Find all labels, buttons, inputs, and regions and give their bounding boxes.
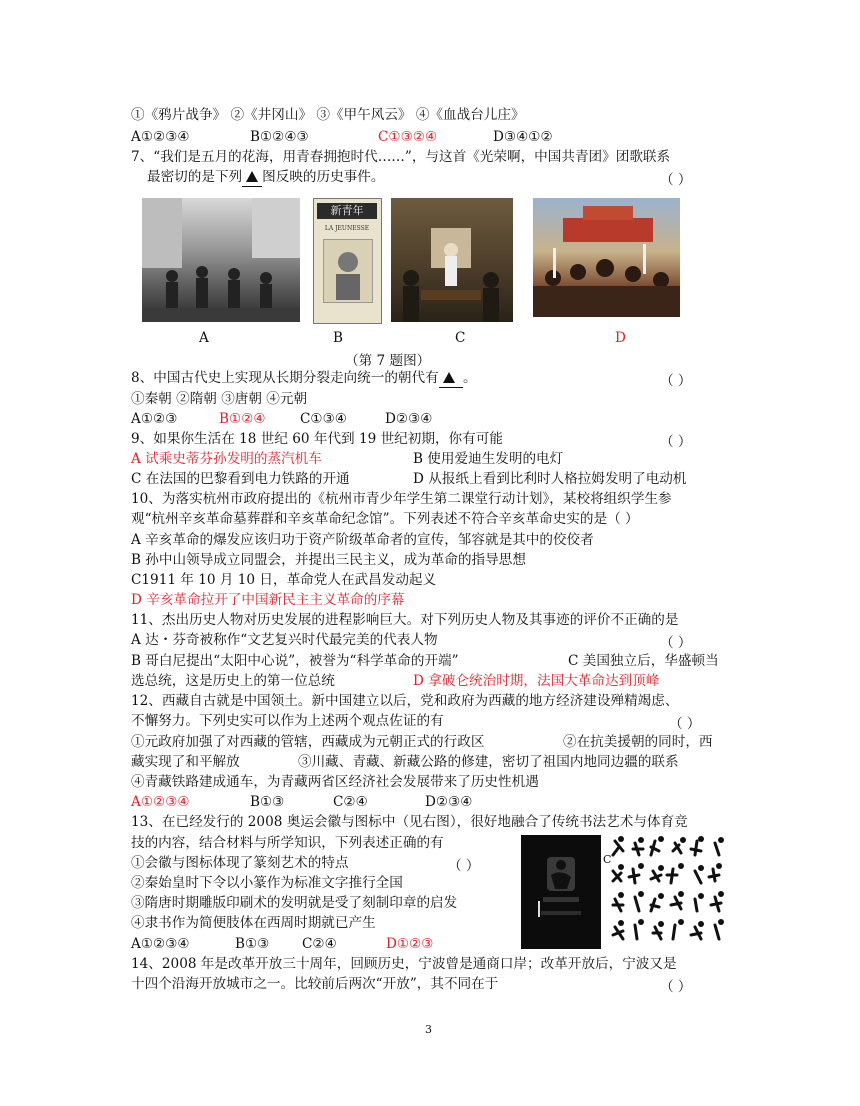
caption-a: A [199,330,209,346]
triangle-icon [443,372,455,383]
item-4: ④青藏铁路建成通车，为青藏两省区经济社会发展带来了历史性机遇 [131,774,539,790]
option-b: B 孙中山领导成立同盟会，并提出三民主义，成为革命的指导思想 [131,552,526,568]
question-13: 13、在已经发行的 2008 奥运会徽与图标中（见右图），很好地融合了传统书法艺术与体育竞 [131,814,688,830]
blank [242,168,262,187]
item-2: ②秦始皇时下令以小篆作为标准文字推行全国 [131,875,403,891]
pictograms-image [601,835,728,949]
option-a: A 达・芬奇被称作“文艺复兴时代最完美的代表人物 [131,632,438,648]
question-13-cont: 技的内容，结合材料与所学知识，下列表述正确的有 [131,835,444,851]
option-b: B 哥白尼提出“太阳中心说”，被誉为“科学革命的开端” [131,653,459,669]
option-d: D②③④ [385,411,433,427]
question-10-cont: 观“杭州辛亥革命墓葬群和辛亥革命纪念馆”。下列表述不符合辛亥革命史实的是（ ） [131,511,639,527]
answer-paren: （ ） [660,172,692,188]
question-9: 9、如果你生活在 18 世纪 60 年代到 19 世纪初期，你有可能 [131,431,503,447]
question-8: 8、中国古代史上实现从长期分裂走向统一的朝代有 。 [131,370,477,386]
triangle-icon [246,171,258,182]
option-c-cont: 选总统，这是历史上的第一位总统 [131,673,335,689]
page-number: 3 [425,1023,432,1036]
option-d-answer: D①②③ [386,936,434,952]
answer-paren: （ ） [660,635,692,651]
question-7: 7、“我们是五月的花海，用青春拥抱时代……”，与这首《光荣啊，中国共青团》团歌联系 [131,149,671,165]
crowd-photo-icon [142,198,300,322]
caption-d-answer: D [615,330,626,346]
photo-c [391,198,513,322]
figure-caption: （第 7 题图） [345,353,431,369]
question-14: 14、2008 年是改革开放三十周年，回顾历史，宁波曾是通商口岸；改革开放后，宁波又是 [131,956,677,972]
option-c: C①③④ [300,411,347,427]
emblem-icon [521,835,601,949]
meeting-painting-icon [391,198,513,322]
item-3: ③川藏、青藏、新藏公路的修建，密切了祖国内地同边疆的联系 [298,754,679,770]
portrait-frame [323,239,373,303]
option-d: D 从报纸上看到比利时人格拉姆发明了电动机 [413,471,687,487]
item-2: ②在抗美援朝的同时，西 [563,734,713,750]
option-d: D③④①② [493,129,553,145]
option-b: B①③ [235,936,270,952]
image-label: C [603,853,612,866]
option-d-answer: D 拿破仑统治时期，法国大革命达到顶峰 [413,673,660,689]
option-a-answer: A①②③④ [131,794,190,810]
item-4: ④隶书作为简便肢体在西周时期就已产生 [131,915,376,931]
question-12: 12、西藏自古就是中国领土。新中国建立以后，党和政府为西藏的地方经济建设殚精竭虑、 [131,693,679,709]
option-c-answer: C①③②④ [378,129,438,145]
options-q8: ①秦朝 ②隋朝 ③唐朝 ④元朝 [131,391,308,407]
photo-a [142,198,300,322]
answer-paren: （ ） [660,373,692,389]
option-a-answer: A 试乘史蒂芬孙发明的蒸汽机车 [131,451,322,467]
olympic-emblem-image [521,835,601,949]
protest-painting-icon [533,198,680,317]
option-a: A①②③ [131,411,178,427]
item-1: ①会徽与图标体现了篆刻艺术的特点 [131,855,349,871]
answer-paren: （ ） [660,979,692,995]
option-a: A①②③④ [131,129,190,145]
option-b: B①③ [250,794,285,810]
option-c: C②④ [302,936,337,952]
options-q6: ①《鸦片战争》 ②《井冈山》 ③《甲午风云》 ④《血战台儿庄》 [131,107,525,123]
blank [439,369,463,388]
answer-paren: （ ） [448,858,480,874]
sport-pictograms-icon [601,835,728,949]
option-b: B 使用爱迪生发明的电灯 [413,451,564,467]
answer-paren: （ ） [669,716,701,732]
option-c: C1911 年 10 月 10 日，革命党人在武昌发动起义 [131,572,437,588]
option-c: C 美国独立后，华盛顿当 [568,653,719,669]
option-d: D②③④ [425,794,473,810]
caption-b: B [333,330,343,346]
magazine-title: 新青年 [317,203,377,219]
question-14-cont: 十四个沿海开放城市之一。比较前后两次“开放”，其不同在于 [131,976,499,992]
photo-b [313,198,382,324]
option-c: C②④ [333,794,368,810]
item-1: ①元政府加强了对西藏的管辖，西藏成为元朝正式的行政区 [131,734,485,750]
question-7-cont: 最密切的是下列 图反映的历史事件。 [147,169,385,185]
option-b-answer: B①②④ [219,411,266,427]
item-2-cont: 藏实现了和平解放 [131,754,240,770]
answer-paren: （ ） [660,434,692,450]
option-d-answer: D 辛亥革命拉开了中国新民主主义革命的序幕 [131,592,405,608]
caption-c: C [455,330,466,346]
question-11: 11、杰出历史人物对历史发展的进程影响巨大。对下列历史人物及其事迹的评价不正确的是 [131,612,679,628]
magazine-subtitle: LA JEUNESSE [324,225,370,232]
photo-d [533,198,680,317]
item-3: ③隋唐时期雕版印刷术的发明就是受了刻制印章的启发 [131,895,458,911]
question-10: 10、为落实杭州市政府提出的《杭州市青少年学生第二课堂行动计划》，某校将组织学生参 [131,491,672,507]
option-c: C 在法国的巴黎看到电力铁路的开通 [131,471,350,487]
option-a: A 辛亥革命的爆发应该归功于资产阶级革命者的宣传，邹容就是其中的佼佼者 [131,532,594,548]
option-b: B①②④③ [250,129,309,145]
question-12-cont: 不懈努力。下列史实可以作为上述两个观点佐证的有 [131,713,444,729]
option-a: A①②③④ [131,936,190,952]
